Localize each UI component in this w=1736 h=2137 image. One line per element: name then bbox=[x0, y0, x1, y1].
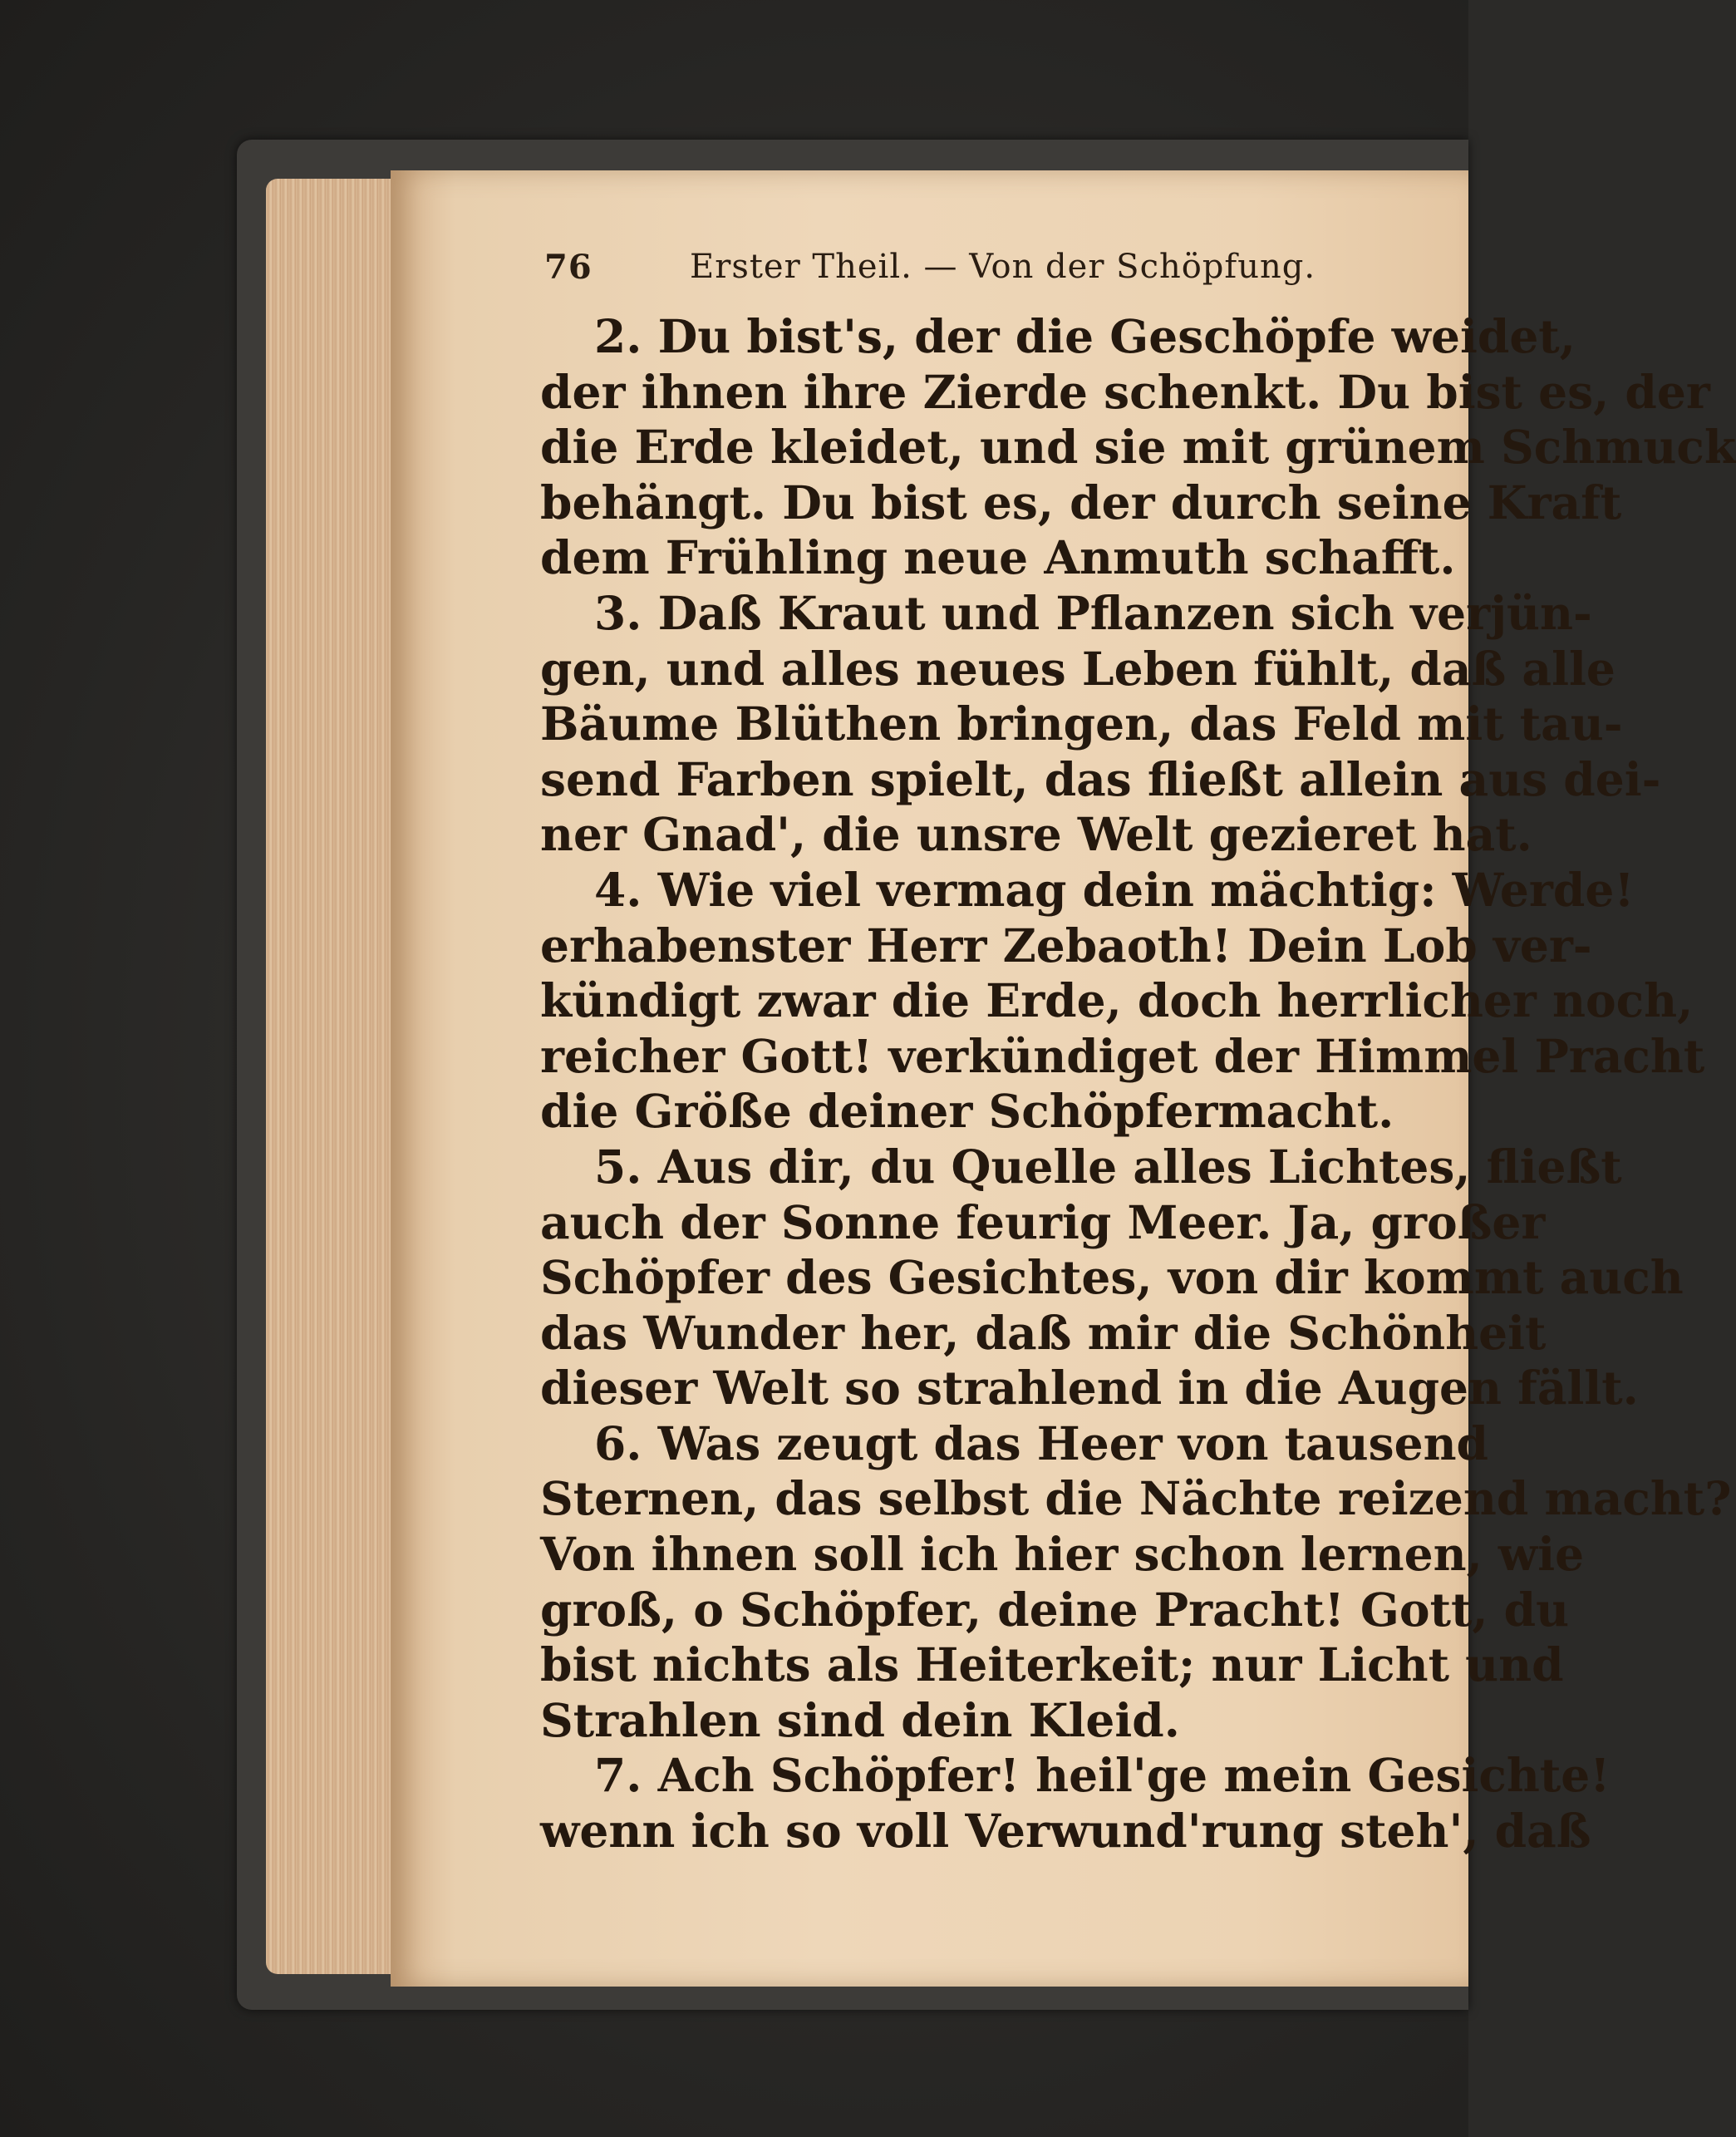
text-line: 7. Ach Schöpfer! heil'ge mein Gesichte! bbox=[594, 1748, 1611, 1803]
text-line: 5. Aus dir, du Quelle alles Lichtes, fließt bbox=[594, 1139, 1622, 1194]
text-line: das Wunder her, daß mir die Schönheit bbox=[540, 1305, 1547, 1360]
text-line: Schöpfer des Gesichtes, von dir kommt auch bbox=[540, 1250, 1684, 1305]
text-line: ner Gnad', die unsre Welt gezieret hat. bbox=[540, 807, 1532, 862]
text-line: gen, und alles neues Leben fühlt, daß alle bbox=[540, 641, 1616, 696]
text-line: erhabenster Herr Zebaoth! Dein Lob ver- bbox=[540, 918, 1592, 972]
text-line: auch der Sonne feurig Meer. Ja, großer bbox=[540, 1194, 1546, 1249]
text-line: der ihnen ihre Zierde schenkt. Du bist es, der bbox=[540, 364, 1710, 419]
text-line: dieser Welt so strahlend in die Augen fällt. bbox=[540, 1361, 1639, 1416]
text-line: dem Frühling neue Anmuth schafft. bbox=[540, 530, 1456, 585]
text-line: reicher Gott! verkündiget der Himmel Pracht bbox=[540, 1028, 1705, 1083]
text-line: groß, o Schöpfer, deine Pracht! Gott, du bbox=[540, 1582, 1570, 1637]
text-line: 4. Wie viel vermag dein mächtig: Werde! bbox=[594, 862, 1635, 917]
body-text bbox=[540, 309, 1736, 1872]
running-title: Erster Theil. — Von der Schöpfung. bbox=[690, 248, 1316, 286]
running-head bbox=[544, 248, 1375, 298]
text-line: send Farben spielt, das fließt allein aus dei- bbox=[540, 751, 1661, 806]
text-line: Bäume Blüthen bringen, das Feld mit tau- bbox=[540, 697, 1623, 751]
text-line: 3. Daß Kraut und Pflanzen sich verjün- bbox=[594, 585, 1592, 640]
text-line: kündigt zwar die Erde, doch herrlicher noch, bbox=[540, 973, 1694, 1028]
text-line: Strahlen sind dein Kleid. bbox=[540, 1692, 1180, 1747]
text-line: wenn ich so voll Verwund'rung steh', daß bbox=[540, 1804, 1591, 1859]
text-line: bist nichts als Heiterkeit; nur Licht und bbox=[540, 1637, 1564, 1692]
text-line: die Erde kleidet, und sie mit grünem Schmuck bbox=[540, 420, 1736, 475]
text-line: die Größe deiner Schöpfermacht. bbox=[540, 1084, 1394, 1139]
text-line: 6. Was zeugt das Heer von tausend bbox=[594, 1416, 1489, 1470]
text-line: Von ihnen soll ich hier schon lernen, wie bbox=[540, 1527, 1585, 1582]
text-line: behängt. Du bist es, der durch seine Kraft bbox=[540, 475, 1622, 529]
text-line: 2. Du bist's, der die Geschöpfe weidet, bbox=[594, 309, 1576, 363]
text-line: Sternen, das selbst die Nächte reizend macht? bbox=[540, 1471, 1732, 1526]
page-number: 76 bbox=[544, 248, 593, 287]
